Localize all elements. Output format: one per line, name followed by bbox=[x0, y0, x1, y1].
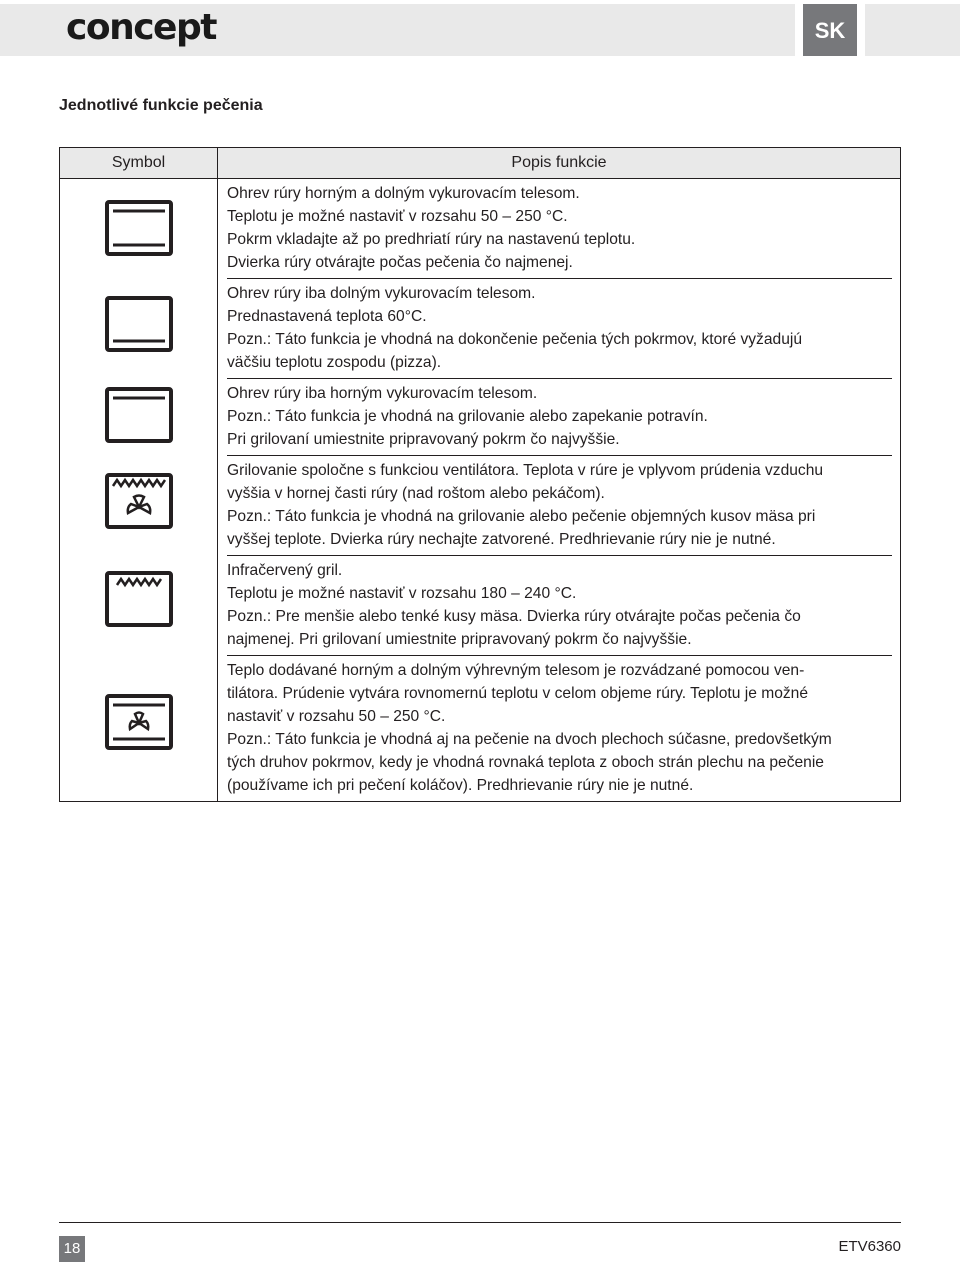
infrared-grill-icon bbox=[103, 569, 175, 629]
symbol-cell bbox=[60, 556, 218, 656]
description-line: Dvierka rúry otvárajte počas pečenia čo najmenej. bbox=[227, 254, 573, 271]
description-line: Infračervený gril. bbox=[227, 562, 343, 579]
table-row bbox=[60, 456, 901, 556]
table-row bbox=[60, 656, 901, 802]
language-badge: SK bbox=[803, 4, 857, 56]
header-band-right bbox=[865, 4, 960, 56]
description-line: Pozn.: Pre menšie alebo tenké kusy mäsa. Dvierka rúry otvárajte počas pečenia čo bbox=[227, 608, 801, 625]
description-line: vyššia v hornej časti rúry (nad roštom alebo pekáčom). bbox=[227, 485, 605, 502]
description-cell bbox=[218, 656, 901, 802]
description-line: tilátora. Prúdenie vytvára rovnomernú teplotu v celom objeme rúry. Teplotu je možné bbox=[227, 685, 809, 702]
column-header-description: Popis funkcie bbox=[218, 148, 901, 179]
description-line: Teplo dodávané horným a dolným výhrevným telesom je rozvádzané pomocou ven- bbox=[227, 662, 805, 679]
grill-fan-icon bbox=[103, 471, 175, 531]
column-header-symbol: Symbol bbox=[60, 148, 218, 179]
description-line: Ohrev rúry iba horným vykurovacím telesom. bbox=[227, 385, 538, 402]
description-cell bbox=[218, 456, 901, 556]
table-row bbox=[60, 279, 901, 379]
description-line: Ohrev rúry horným a dolným vykurovacím telesom. bbox=[227, 185, 580, 202]
description-line: Pozn.: Táto funkcia je vhodná na grilovanie alebo pečenie objemných kusov mäsa pri bbox=[227, 508, 816, 525]
description-cell bbox=[218, 279, 901, 379]
description-line: Grilovanie spoločne s funkciou ventilátora. Teplota v rúre je vplyvom prúdenia vzduchu bbox=[227, 462, 824, 479]
symbol-cell bbox=[60, 179, 218, 280]
footer-divider bbox=[59, 1222, 901, 1223]
description-line: väčšiu teplotu zospodu (pizza). bbox=[227, 354, 442, 371]
description-line: najmenej. Pri grilovaní umiestnite pripravovaný pokrm čo najvyššie. bbox=[227, 631, 692, 648]
table-row bbox=[60, 556, 901, 656]
description-line: tých druhov pokrmov, kedy je vhodná rovnaká teplota z oboch strán plechu na pečenie bbox=[227, 754, 824, 771]
description-line: Prednastavená teplota 60°C. bbox=[227, 308, 427, 325]
brand-logo: concept bbox=[66, 7, 216, 48]
description-line: nastaviť v rozsahu 50 – 250 °C. bbox=[227, 708, 446, 725]
top-heat-icon bbox=[103, 385, 175, 445]
model-number: ETV6360 bbox=[838, 1238, 901, 1255]
description-line: Pozn.: Táto funkcia je vhodná na dokončenie pečenia tých pokrmov, ktoré vyžadujú bbox=[227, 331, 803, 348]
description-cell bbox=[218, 179, 901, 280]
bottom-heat-icon bbox=[103, 294, 175, 354]
description-line: Ohrev rúry iba dolným vykurovacím telesom. bbox=[227, 285, 536, 302]
top-bottom-heat-icon bbox=[103, 198, 175, 258]
description-line: Teplotu je možné nastaviť v rozsahu 180 – 240 °C. bbox=[227, 585, 577, 602]
description-line: Pokrm vkladajte až po predhriatí rúry na nastavenú teplotu. bbox=[227, 231, 636, 248]
symbol-cell bbox=[60, 456, 218, 556]
symbol-cell bbox=[60, 656, 218, 802]
description-line: Teplotu je možné nastaviť v rozsahu 50 – 250 °C. bbox=[227, 208, 568, 225]
section-title: Jednotlivé funkcie pečenia bbox=[59, 97, 263, 114]
description-cell bbox=[218, 556, 901, 656]
description-line: vyššej teplote. Dvierka rúry nechajte zatvorené. Predhrievanie rúry nie je nutné. bbox=[227, 531, 776, 548]
description-line: Pri grilovaní umiestnite pripravovaný pokrm čo najvyššie. bbox=[227, 431, 620, 448]
description-line: Pozn.: Táto funkcia je vhodná na grilovanie alebo zapekanie potravín. bbox=[227, 408, 708, 425]
page-number: 18 bbox=[59, 1236, 85, 1262]
description-cell bbox=[218, 379, 901, 456]
symbol-cell bbox=[60, 279, 218, 379]
description-line: (používame ich pri pečení koláčov). Predhrievanie rúry nie je nutné. bbox=[227, 777, 694, 794]
description-line: Pozn.: Táto funkcia je vhodná aj na pečenie na dvoch plechoch súčasne, predovšetkým bbox=[227, 731, 832, 748]
table-row bbox=[60, 179, 901, 280]
symbol-cell bbox=[60, 379, 218, 456]
baking-functions-table bbox=[59, 147, 901, 802]
table-row bbox=[60, 379, 901, 456]
hot-air-fan-icon bbox=[103, 692, 175, 752]
